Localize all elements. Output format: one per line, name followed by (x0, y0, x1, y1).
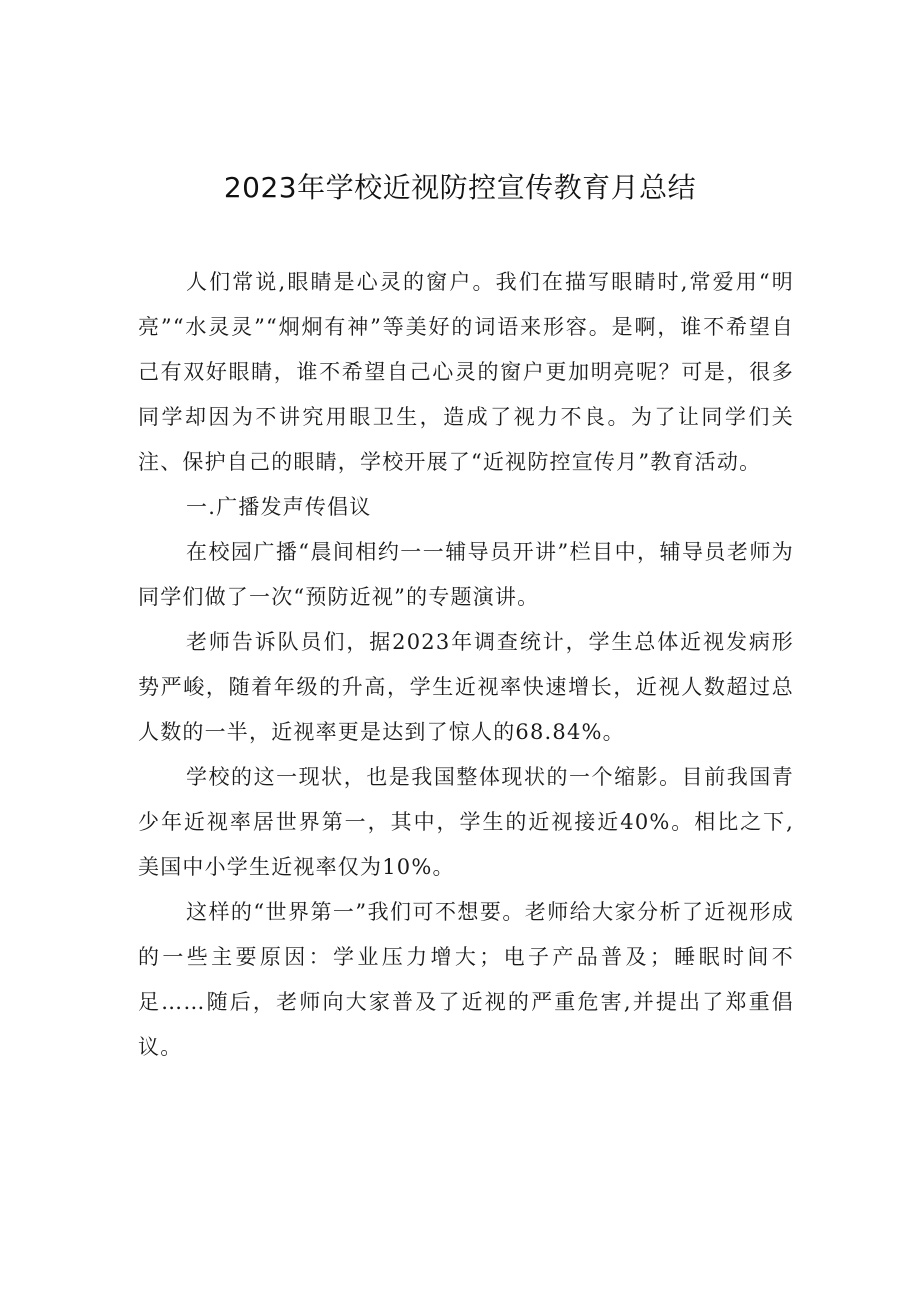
paragraph-intro: 人们常说,眼睛是心灵的窗户。我们在描写眼睛时,常爱用“明亮”“水灵灵”“炯炯有神”等美好的词语来形容。是啊，谁不希望自己有双好眼睛，谁不希望自己心灵的窗户更加明亮呢？可是，很多同学却因为不讲究用眼卫生，造成了视力不良。为了让同学们关注、保护自己的眼睛，学校开展了“近视防控宣传月”教育活动。 (138, 270, 794, 474)
paragraph-national-status: 学校的这一现状，也是我国整体现状的一个缩影。目前我国青少年近视率居世界第一，其中，学生的近视接近40%。相比之下,美国中小学生近视率仅为10%。 (138, 765, 794, 879)
document-body (138, 260, 794, 1070)
paragraph-broadcast: 在校园广播“晨间相约一一辅导员开讲”栏目中，辅导员老师为同学们做了一次“预防近视”的专题演讲。 (138, 540, 794, 609)
document-title: 2023年学校近视防控宣传教育月总结 (223, 171, 697, 204)
paragraph-statistics: 老师告诉队员们，据2023年调查统计，学生总体近视发病形势严峻，随着年级的升高，学生近视率快速增长，近视人数超过总人数的一半，近视率更是达到了惊人的68.84%。 (138, 630, 794, 744)
paragraph-causes: 这样的“世界第一”我们可不想要。老师给大家分析了近视形成的一些主要原因：学业压力增大；电子产品普及；睡眠时间不足……随后，老师向大家普及了近视的严重危害,并提出了郑重倡议。 (138, 900, 794, 1059)
section-heading-broadcast: 一.广播发声传倡议 (186, 495, 372, 519)
